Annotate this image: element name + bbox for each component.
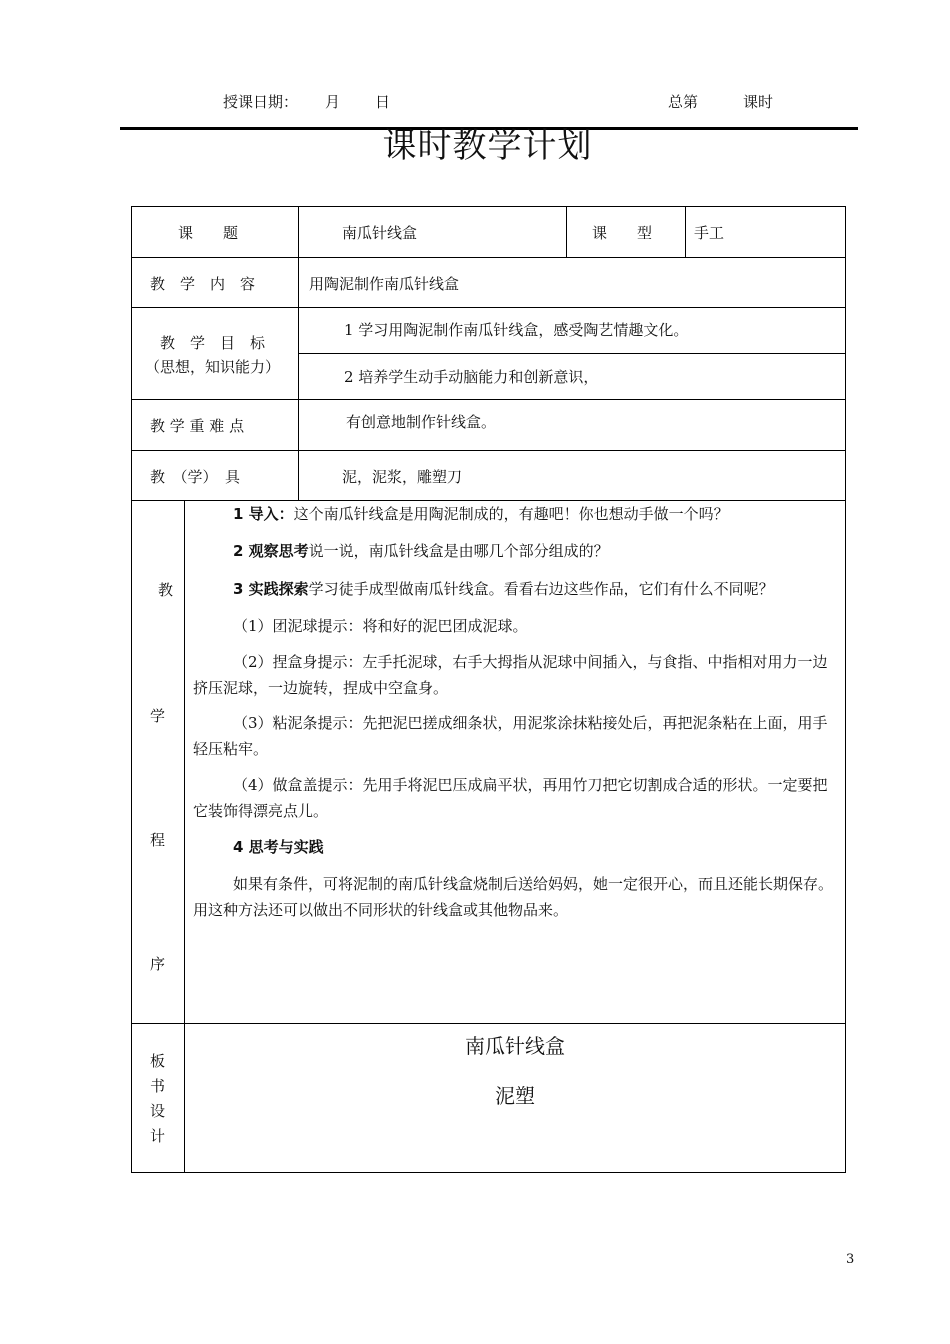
process-label-1: 教: [158, 581, 174, 599]
board-label-3: 设: [150, 1102, 166, 1120]
topic-value: 南瓜针线盒: [342, 224, 418, 242]
goal-sublabel: （思想，知识能力）: [145, 358, 281, 376]
board-label-1: 板: [150, 1052, 166, 1070]
date-label: 授课日期：: [223, 93, 299, 111]
board-label-cell: [131, 1023, 185, 1173]
substep-3: （3）粘泥条提示：先把泥巴搓成细条状，用泥浆涂抹粘接处后，再把泥条粘在上面，用手轻压粘牢。: [193, 714, 828, 758]
process-label-2: 学: [150, 707, 166, 725]
page-number: 3: [846, 1252, 855, 1267]
substep-1: （1）团泥球提示：将和好的泥巴团成泥球。: [233, 617, 528, 635]
step-2-text: 说一说，南瓜针线盒是由哪几个部分组成的？: [308, 542, 609, 560]
step-3-head: 3 实践探索: [233, 580, 309, 598]
goal-2: 2 培养学生动手动脑能力和创新意识，: [344, 368, 599, 386]
page-title: 课时教学计划: [382, 126, 593, 166]
step-4-text: 如果有条件，可将泥制的南瓜针线盒烧制后送给妈妈，她一定很开心，而且还能长期保存。用这种方法还可以做出不同形状的针线盒或其他物品来。: [193, 875, 834, 919]
process-step-2: [193, 538, 836, 564]
total-label: 总第: [668, 93, 699, 111]
substep-2: （2）捏盒身提示：左手托泥球，右手大拇指从泥球中间插入，与食指、中指相对用力一边挤压泥球，一边旋转，捏成中空盒身。: [193, 653, 828, 697]
key-value: 有创意地制作针线盒。: [346, 413, 497, 431]
step-3-text: 学习徒手成型做南瓜针线盒。看看右边这些作品，它们有什么不同呢？: [308, 580, 774, 598]
board-label-4: 计: [150, 1127, 166, 1145]
type-value: 手工: [694, 224, 725, 242]
topic-label: 课 题: [178, 224, 239, 242]
board-line-1: 南瓜针线盒: [465, 1034, 565, 1058]
content-label: 教 学 内 容: [150, 275, 256, 293]
key-label: 教 学 重 难 点: [150, 417, 245, 435]
process-label-3: 程: [150, 831, 166, 849]
step-4-head: 4 思考与实践: [233, 838, 324, 856]
substep-4: （4）做盒盖提示：先用手将泥巴压成扁平状，再用竹刀把它切割成合适的形状。一定要把它装饰得漂亮点儿。: [193, 776, 828, 820]
content-value: 用陶泥制作南瓜针线盒: [309, 275, 460, 293]
type-label: 课 型: [592, 224, 653, 242]
goal-1: 1 学习用陶泥制作南瓜针线盒，感受陶艺情趣文化。: [344, 321, 689, 339]
goal-label: 教 学 目 标: [160, 334, 266, 352]
process-label-4: 序: [150, 955, 166, 973]
lesson-label: 课时: [743, 93, 774, 111]
step-1-head: 1 导入：: [233, 505, 294, 523]
day-label: 日: [375, 93, 391, 111]
process-step-1: [193, 501, 836, 527]
process-step-3: [193, 576, 836, 602]
step-1-text: 这个南瓜针线盒是用陶泥制成的，有趣吧！你也想动手做一个吗？: [293, 505, 729, 523]
step-2-head: 2 观察思考: [233, 542, 309, 560]
goal-label-cell: [131, 307, 299, 400]
topic-value-cell: [298, 206, 567, 258]
tools-value: 泥，泥浆，雕塑刀: [342, 468, 463, 486]
board-label-2: 书: [150, 1077, 166, 1095]
month-label: 月: [325, 93, 341, 111]
board-line-2: 泥塑: [495, 1084, 535, 1108]
tools-label: 教 （学） 具: [150, 468, 241, 486]
